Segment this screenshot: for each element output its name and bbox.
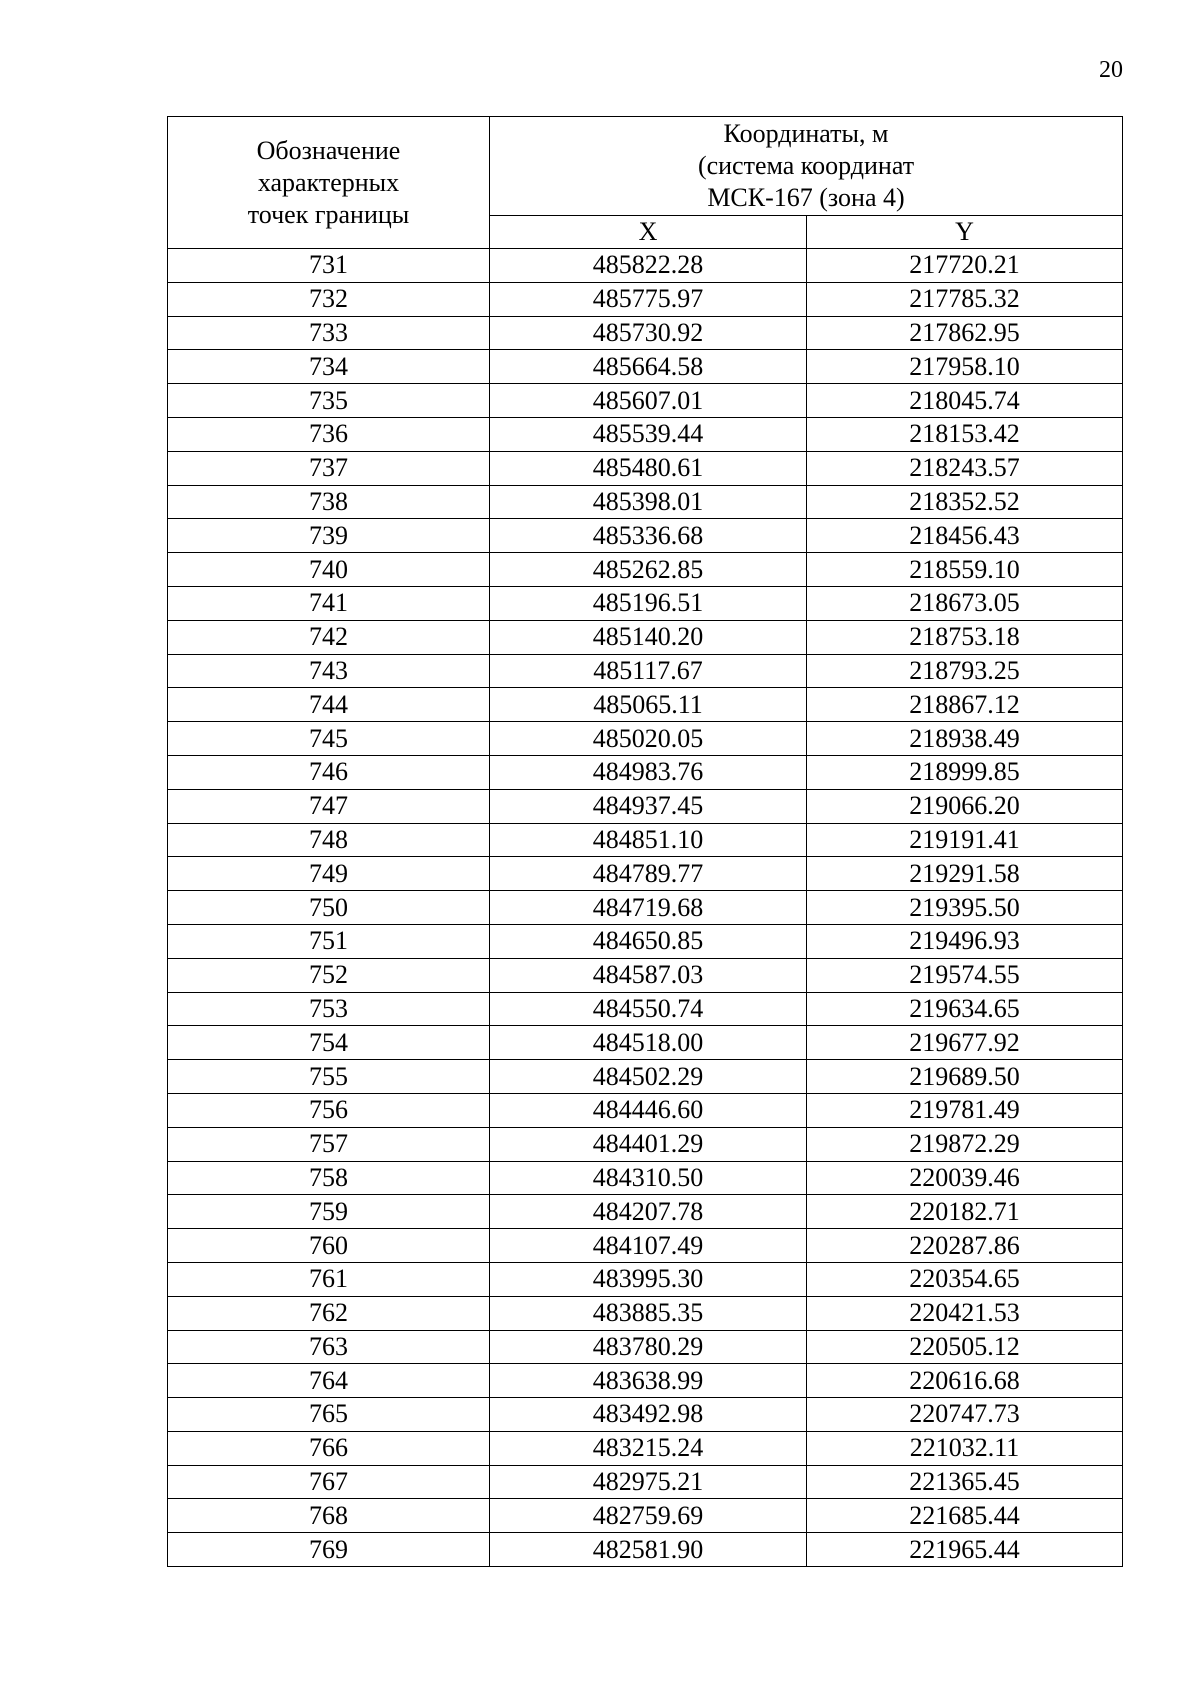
- x-coordinate-cell: 483995.30: [490, 1262, 807, 1296]
- x-coordinate-cell: 483885.35: [490, 1296, 807, 1330]
- point-cell: 759: [168, 1195, 490, 1229]
- point-cell: 740: [168, 553, 490, 587]
- y-coordinate-cell: 219496.93: [807, 924, 1123, 958]
- x-column-header: X: [490, 215, 807, 248]
- table-body: [168, 249, 1123, 1567]
- y-coordinate-cell: 217958.10: [807, 350, 1123, 384]
- table-row: [168, 654, 1123, 688]
- x-coordinate-cell: 484107.49: [490, 1229, 807, 1263]
- coordinates-header-line: МСК-167 (зона 4): [707, 182, 905, 212]
- y-coordinate-cell: 218753.18: [807, 620, 1123, 654]
- table-row: [168, 249, 1123, 283]
- y-column-header: Y: [807, 215, 1123, 248]
- x-coordinate-cell: 485020.05: [490, 722, 807, 756]
- y-coordinate-cell: 219066.20: [807, 789, 1123, 823]
- point-cell: 734: [168, 350, 490, 384]
- point-cell: 733: [168, 316, 490, 350]
- table-row: [168, 417, 1123, 451]
- table-row: [168, 519, 1123, 553]
- point-cell: 741: [168, 586, 490, 620]
- header-row: [168, 117, 1123, 216]
- x-coordinate-cell: 485607.01: [490, 384, 807, 418]
- table-row: [168, 1026, 1123, 1060]
- point-cell: 764: [168, 1364, 490, 1398]
- x-coordinate-cell: 484207.78: [490, 1195, 807, 1229]
- point-cell: 747: [168, 789, 490, 823]
- table-row: [168, 1499, 1123, 1533]
- table-row: [168, 823, 1123, 857]
- y-coordinate-cell: 218793.25: [807, 654, 1123, 688]
- point-cell: 765: [168, 1398, 490, 1432]
- y-coordinate-cell: 220747.73: [807, 1398, 1123, 1432]
- table-row: [168, 620, 1123, 654]
- y-coordinate-cell: 219872.29: [807, 1127, 1123, 1161]
- point-cell: 755: [168, 1060, 490, 1094]
- x-coordinate-cell: 484446.60: [490, 1093, 807, 1127]
- y-coordinate-cell: 220039.46: [807, 1161, 1123, 1195]
- y-coordinate-cell: 218045.74: [807, 384, 1123, 418]
- point-cell: 762: [168, 1296, 490, 1330]
- x-coordinate-cell: 484719.68: [490, 891, 807, 925]
- point-cell: 758: [168, 1161, 490, 1195]
- point-cell: 738: [168, 485, 490, 519]
- table-row: [168, 924, 1123, 958]
- point-cell: 745: [168, 722, 490, 756]
- y-coordinate-cell: 221965.44: [807, 1533, 1123, 1567]
- y-coordinate-cell: 220287.86: [807, 1229, 1123, 1263]
- table-row: [168, 958, 1123, 992]
- x-coordinate-cell: 484550.74: [490, 992, 807, 1026]
- x-coordinate-cell: 483492.98: [490, 1398, 807, 1432]
- table-row: [168, 1431, 1123, 1465]
- x-coordinate-cell: 485539.44: [490, 417, 807, 451]
- point-cell: 760: [168, 1229, 490, 1263]
- table-row: [168, 1533, 1123, 1567]
- designation-header-line: характерных: [257, 167, 400, 197]
- y-coordinate-cell: 218999.85: [807, 755, 1123, 789]
- table-row: [168, 688, 1123, 722]
- table-row: [168, 1465, 1123, 1499]
- x-coordinate-cell: 482975.21: [490, 1465, 807, 1499]
- point-cell: 749: [168, 857, 490, 891]
- x-coordinate-cell: 484502.29: [490, 1060, 807, 1094]
- y-coordinate-cell: 219781.49: [807, 1093, 1123, 1127]
- y-coordinate-cell: 221365.45: [807, 1465, 1123, 1499]
- point-cell: 743: [168, 654, 490, 688]
- point-cell: 763: [168, 1330, 490, 1364]
- y-coordinate-cell: 220505.12: [807, 1330, 1123, 1364]
- designation-header-line: точек границы: [247, 199, 410, 229]
- y-coordinate-cell: 217862.95: [807, 316, 1123, 350]
- point-cell: 768: [168, 1499, 490, 1533]
- y-coordinate-cell: 218867.12: [807, 688, 1123, 722]
- table-row: [168, 350, 1123, 384]
- table-row: [168, 1364, 1123, 1398]
- table-row: [168, 1127, 1123, 1161]
- point-cell: 732: [168, 282, 490, 316]
- point-cell: 766: [168, 1431, 490, 1465]
- y-coordinate-cell: 219291.58: [807, 857, 1123, 891]
- point-cell: 744: [168, 688, 490, 722]
- x-coordinate-cell: 485775.97: [490, 282, 807, 316]
- x-coordinate-cell: 484587.03: [490, 958, 807, 992]
- point-cell: 752: [168, 958, 490, 992]
- point-cell: 756: [168, 1093, 490, 1127]
- table-row: [168, 789, 1123, 823]
- point-cell: 735: [168, 384, 490, 418]
- x-coordinate-cell: 485065.11: [490, 688, 807, 722]
- point-cell: 757: [168, 1127, 490, 1161]
- table-header: [168, 117, 1123, 249]
- y-coordinate-cell: 219689.50: [807, 1060, 1123, 1094]
- point-cell: 737: [168, 451, 490, 485]
- y-coordinate-cell: 219395.50: [807, 891, 1123, 925]
- table-row: [168, 891, 1123, 925]
- coordinates-header-line: Координаты, м: [723, 118, 889, 148]
- point-cell: 751: [168, 924, 490, 958]
- y-coordinate-cell: 218352.52: [807, 485, 1123, 519]
- point-cell: 750: [168, 891, 490, 925]
- x-coordinate-cell: 484937.45: [490, 789, 807, 823]
- point-cell: 739: [168, 519, 490, 553]
- table-row: [168, 1398, 1123, 1432]
- table-row: [168, 755, 1123, 789]
- y-coordinate-cell: 218559.10: [807, 553, 1123, 587]
- x-coordinate-cell: 485262.85: [490, 553, 807, 587]
- table-row: [168, 451, 1123, 485]
- x-coordinate-cell: 485140.20: [490, 620, 807, 654]
- y-coordinate-cell: 220421.53: [807, 1296, 1123, 1330]
- x-coordinate-cell: 485398.01: [490, 485, 807, 519]
- page-number: 20: [1099, 57, 1123, 83]
- y-coordinate-cell: 221685.44: [807, 1499, 1123, 1533]
- x-coordinate-cell: 484401.29: [490, 1127, 807, 1161]
- x-coordinate-cell: 485117.67: [490, 654, 807, 688]
- table-row: [168, 316, 1123, 350]
- y-coordinate-cell: 218673.05: [807, 586, 1123, 620]
- x-coordinate-cell: 485822.28: [490, 249, 807, 283]
- point-cell: 731: [168, 249, 490, 283]
- table-row: [168, 586, 1123, 620]
- y-coordinate-cell: 218153.42: [807, 417, 1123, 451]
- y-coordinate-cell: 217785.32: [807, 282, 1123, 316]
- table-row: [168, 1161, 1123, 1195]
- y-coordinate-cell: 220616.68: [807, 1364, 1123, 1398]
- table-row: [168, 722, 1123, 756]
- table-row: [168, 1296, 1123, 1330]
- table-row: [168, 857, 1123, 891]
- table-row: [168, 1229, 1123, 1263]
- x-coordinate-cell: 482759.69: [490, 1499, 807, 1533]
- x-coordinate-cell: 483215.24: [490, 1431, 807, 1465]
- point-cell: 754: [168, 1026, 490, 1060]
- table-row: [168, 992, 1123, 1026]
- coordinates-table: [167, 116, 1123, 1567]
- x-coordinate-cell: 483638.99: [490, 1364, 807, 1398]
- designation-header-line: Обозначение: [256, 135, 401, 165]
- x-coordinate-cell: 485664.58: [490, 350, 807, 384]
- point-cell: 748: [168, 823, 490, 857]
- table-row: [168, 384, 1123, 418]
- x-coordinate-cell: 484518.00: [490, 1026, 807, 1060]
- x-coordinate-cell: 485196.51: [490, 586, 807, 620]
- x-coordinate-cell: 485730.92: [490, 316, 807, 350]
- x-coordinate-cell: 482581.90: [490, 1533, 807, 1567]
- x-coordinate-cell: 485336.68: [490, 519, 807, 553]
- x-coordinate-cell: 483780.29: [490, 1330, 807, 1364]
- point-cell: 769: [168, 1533, 490, 1567]
- coordinates-header: [490, 117, 1123, 216]
- y-coordinate-cell: 217720.21: [807, 249, 1123, 283]
- table-row: [168, 1060, 1123, 1094]
- table-row: [168, 1330, 1123, 1364]
- point-cell: 746: [168, 755, 490, 789]
- point-cell: 761: [168, 1262, 490, 1296]
- table-row: [168, 1093, 1123, 1127]
- table-row: [168, 1195, 1123, 1229]
- x-coordinate-cell: 484851.10: [490, 823, 807, 857]
- point-cell: 767: [168, 1465, 490, 1499]
- table-row: [168, 485, 1123, 519]
- x-coordinate-cell: 484789.77: [490, 857, 807, 891]
- y-coordinate-cell: 218243.57: [807, 451, 1123, 485]
- y-coordinate-cell: 220354.65: [807, 1262, 1123, 1296]
- y-coordinate-cell: 219677.92: [807, 1026, 1123, 1060]
- y-coordinate-cell: 218938.49: [807, 722, 1123, 756]
- point-cell: 742: [168, 620, 490, 654]
- y-coordinate-cell: 219191.41: [807, 823, 1123, 857]
- y-coordinate-cell: 221032.11: [807, 1431, 1123, 1465]
- x-coordinate-cell: 484650.85: [490, 924, 807, 958]
- designation-header: [168, 117, 490, 249]
- table-row: [168, 1262, 1123, 1296]
- table-row: [168, 553, 1123, 587]
- y-coordinate-cell: 218456.43: [807, 519, 1123, 553]
- coordinates-header-line: (система координат: [697, 150, 915, 180]
- point-cell: 753: [168, 992, 490, 1026]
- y-coordinate-cell: 220182.71: [807, 1195, 1123, 1229]
- y-coordinate-cell: 219574.55: [807, 958, 1123, 992]
- table-row: [168, 282, 1123, 316]
- point-cell: 736: [168, 417, 490, 451]
- x-coordinate-cell: 484310.50: [490, 1161, 807, 1195]
- y-coordinate-cell: 219634.65: [807, 992, 1123, 1026]
- x-coordinate-cell: 484983.76: [490, 755, 807, 789]
- x-coordinate-cell: 485480.61: [490, 451, 807, 485]
